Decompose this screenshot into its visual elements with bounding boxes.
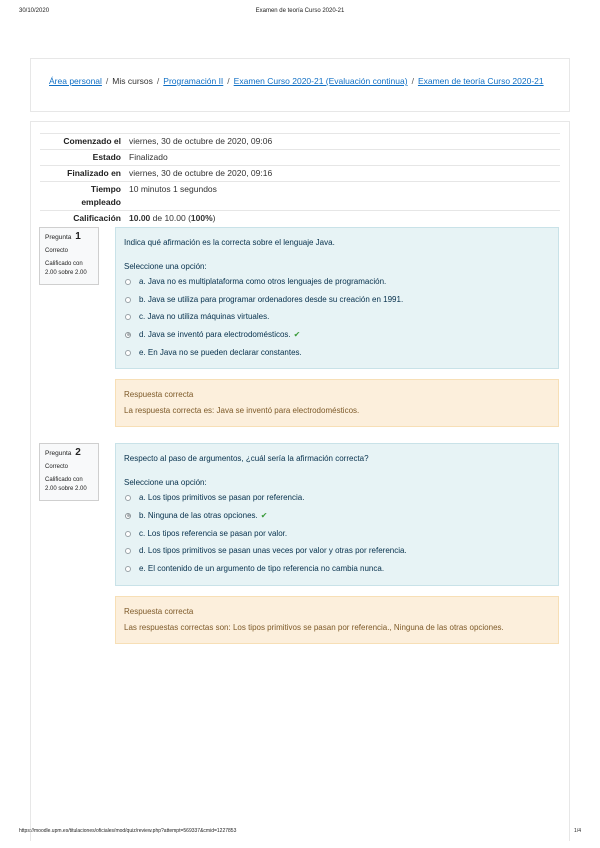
question-info-2: [39, 443, 99, 501]
answer-option-label: b. Ninguna de las otras opciones.: [139, 511, 258, 520]
radio-icon[interactable]: [125, 548, 131, 554]
question-grade: Calificado con 2.00 sobre 2.00: [45, 261, 87, 276]
breadcrumb-area-personal[interactable]: Área personal: [49, 76, 102, 86]
grade-close: ): [212, 213, 216, 223]
check-icon: ✔: [260, 511, 268, 520]
grade-percent: 100%: [190, 213, 213, 223]
answer-option-b[interactable]: [125, 295, 403, 304]
time-label: [40, 182, 125, 211]
answer-option-c[interactable]: [125, 529, 287, 538]
radio-icon[interactable]: [125, 531, 131, 537]
summary-row-finished: [40, 166, 560, 182]
breadcrumb-separator: /: [411, 76, 414, 86]
breadcrumb-separator: /: [156, 76, 160, 86]
answer-option-label: a. Java no es multiplataforma como otros lenguajes de programación.: [139, 277, 387, 286]
question-number: [45, 231, 93, 242]
breadcrumb-mis-cursos: Mis cursos: [112, 76, 153, 86]
question-number-value: 1: [75, 231, 81, 242]
started-label: Comenzado el: [40, 134, 125, 150]
print-footer: [19, 828, 581, 838]
radio-icon[interactable]: [125, 513, 131, 519]
answer-option-a[interactable]: [125, 277, 386, 286]
question-text: Indica qué afirmación es la correcta sobre el lenguaje Java.: [124, 238, 335, 247]
question-content-1: [115, 227, 559, 369]
question-number-value: 2: [75, 447, 81, 458]
time-value: 10 minutos 1 segundos: [125, 182, 560, 211]
finished-value: viernes, 30 de octubre de 2020, 09:16: [125, 166, 560, 182]
finished-label: Finalizado en: [40, 166, 125, 182]
state-label: Estado: [40, 150, 125, 166]
feedback-text: Las respuestas correctas son: Los tipos primitivos se pasan por referencia., Ninguna de las otras opciones.: [124, 623, 504, 632]
question-label: Pregunta: [45, 450, 72, 457]
radio-icon[interactable]: [125, 297, 131, 303]
answer-option-a[interactable]: [125, 493, 304, 502]
question-state: Correcto: [45, 464, 69, 470]
question-grade: Calificado con 2.00 sobre 2.00: [45, 477, 87, 492]
check-icon: ✔: [293, 330, 301, 339]
answer-option-d[interactable]: [125, 330, 300, 339]
breadcrumb-separator: /: [227, 76, 230, 86]
radio-icon[interactable]: [125, 495, 131, 501]
breadcrumb-examen-curso[interactable]: Examen Curso 2020-21 (Evaluación continua): [233, 76, 408, 86]
breadcrumb-programacion[interactable]: Programación II: [163, 76, 224, 86]
radio-icon[interactable]: [125, 332, 131, 338]
feedback-title: Respuesta correcta: [124, 607, 194, 616]
print-header: [19, 8, 581, 18]
time-label-2: empleado: [81, 197, 121, 207]
answer-option-label: b. Java se utiliza para programar ordenadores desde su creación en 1991.: [139, 295, 404, 304]
time-label-1: Tiempo: [90, 184, 121, 194]
breadcrumb-container: [30, 58, 570, 112]
summary-row-started: [40, 134, 560, 150]
feedback-text: La respuesta correcta es: Java se inventó para electrodomésticos.: [124, 406, 360, 415]
feedback-title: Respuesta correcta: [124, 390, 194, 399]
answer-option-b[interactable]: [125, 511, 267, 520]
print-date: 30/10/2020: [19, 8, 50, 14]
answer-option-label: e. El contenido de un argumento de tipo referencia no cambia nunca.: [139, 564, 385, 573]
feedback-1: [115, 379, 559, 427]
breadcrumb: [49, 76, 544, 86]
feedback-2: [115, 596, 559, 644]
started-value: viernes, 30 de octubre de 2020, 09:06: [125, 134, 560, 150]
radio-icon[interactable]: [125, 566, 131, 572]
question-text: Respecto al paso de argumentos, ¿cuál sería la afirmación correcta?: [124, 454, 369, 463]
question-prompt: Seleccione una opción:: [124, 478, 207, 487]
summary-row-time: [40, 182, 560, 211]
print-title: Examen de teoría Curso 2020-21: [255, 8, 345, 14]
grade-value: [125, 211, 560, 227]
answer-option-label: c. Los tipos referencia se pasan por valor.: [139, 529, 288, 538]
breadcrumb-separator: /: [105, 76, 109, 86]
question-state: Correcto: [45, 248, 69, 254]
grade-rest: de 10.00 (: [150, 213, 191, 223]
answer-option-d[interactable]: [125, 546, 407, 555]
answer-option-label: d. Java se inventó para electrodomésticos.: [139, 330, 291, 339]
attempt-summary: [40, 133, 560, 226]
radio-icon[interactable]: [125, 279, 131, 285]
print-url: https://moodle.upm.es/titulaciones/oficiales/mod/quiz/review.php?attempt=569337&cmid=1227853: [19, 828, 237, 834]
question-label: Pregunta: [45, 234, 72, 241]
answer-option-label: a. Los tipos primitivos se pasan por referencia.: [139, 493, 305, 502]
answer-option-label: c. Java no utiliza máquinas virtuales.: [139, 312, 270, 321]
question-info-1: [39, 227, 99, 285]
answer-option-label: d. Los tipos primitivos se pasan unas veces por valor y otras por referencia.: [139, 546, 407, 555]
grade-score: 10.00: [129, 213, 151, 223]
answer-option-label: e. En Java no se pueden declarar constantes.: [139, 348, 302, 357]
breadcrumb-examen-teoria[interactable]: Examen de teoría Curso 2020-21: [417, 76, 544, 86]
question-content-2: [115, 443, 559, 586]
answer-option-c[interactable]: [125, 312, 269, 321]
radio-icon[interactable]: [125, 314, 131, 320]
summary-row-grade: [40, 211, 560, 227]
answer-option-e[interactable]: [125, 348, 302, 357]
state-value: Finalizado: [125, 150, 560, 166]
print-page-number: 1/4: [574, 828, 581, 834]
question-prompt: Seleccione una opción:: [124, 262, 207, 271]
radio-icon[interactable]: [125, 350, 131, 356]
answer-option-e[interactable]: [125, 564, 384, 573]
question-number: [45, 447, 93, 458]
grade-label: Calificación: [40, 211, 125, 227]
summary-row-state: [40, 150, 560, 166]
